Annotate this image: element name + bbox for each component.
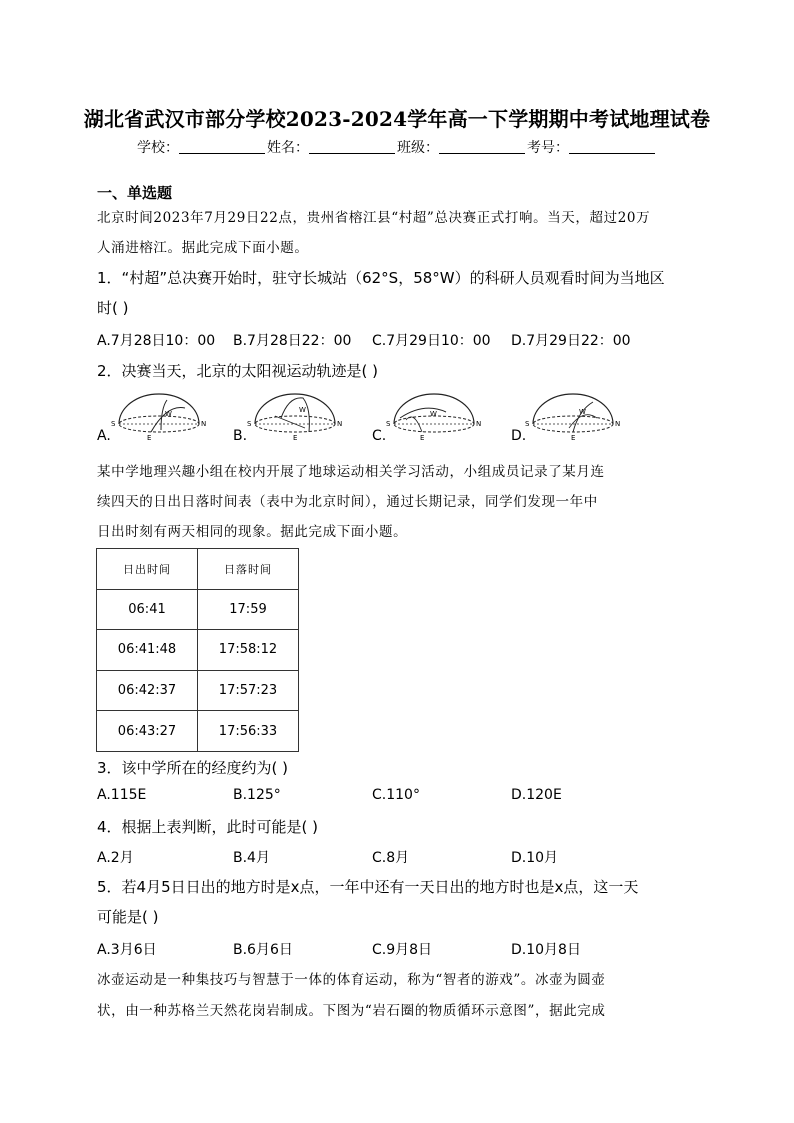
material3-line1: 冰壶运动是一种集技巧与智慧于一体的体育运动，称为“智者的游戏”。冰壶为圆壶 <box>97 972 606 988</box>
q2-option-b-diagram <box>233 388 343 446</box>
table-header-sunrise: 日出时间 <box>97 549 198 590</box>
table-header-row <box>97 549 299 590</box>
q2-stem: 2．决赛当天，北京的太阳视运动轨迹是( ) <box>97 362 379 380</box>
sun-path-diagram-b <box>245 388 345 446</box>
q5-stem-line1: 5．若4月5日日出的地方时是x点，一年中还有一天日出的地方时也是x点，这一天 <box>97 878 639 896</box>
table-header-sunset: 日落时间 <box>198 549 299 590</box>
name-blank <box>309 139 395 154</box>
q1-option-c: C.7月29日10：00 <box>372 333 491 349</box>
diagram-a-e: E <box>147 434 152 442</box>
diagram-c-n: N <box>476 420 482 428</box>
table-row <box>97 670 299 711</box>
q1-stem-line1: 1．“村超”总决赛开始时，驻守长城站（62°S，58°W）的科研人员观看时间为当地区 <box>97 269 665 287</box>
table-row <box>97 589 299 630</box>
student-info-line <box>0 137 794 157</box>
material2-line3: 日出时刻有两天相同的现象。据此完成下面小题。 <box>97 524 408 540</box>
table-cell: 06:43:27 <box>97 711 198 752</box>
exam-title: 湖北省武汉市部分学校2023-2024学年高一下学期期中考试地理试卷 <box>83 107 711 131</box>
material3-line2: 状，由一种苏格兰天然花岗岩制成。下图为“岩石圈的物质循环示意图”，据此完成 <box>97 1003 606 1019</box>
diagram-d-w: W <box>579 408 586 416</box>
q3-stem: 3．该中学所在的经度约为( ) <box>97 759 289 777</box>
diagram-b-e: E <box>293 434 298 442</box>
material1-line2: 人涌进榕江。据此完成下面小题。 <box>97 240 309 256</box>
q2-diagram-options <box>97 388 637 446</box>
q5-option-c: C.9月8日 <box>372 942 433 958</box>
table-row <box>97 630 299 671</box>
class-blank <box>439 139 525 154</box>
q4-stem: 4．根据上表判断，此时可能是( ) <box>97 818 319 836</box>
q2-option-d-diagram <box>511 388 621 446</box>
q1-stem-line2: 时( ) <box>97 299 129 317</box>
table-cell: 17:57:23 <box>198 670 299 711</box>
q3-option-b: B.125° <box>233 787 281 803</box>
q4-option-a: A.2月 <box>97 850 134 866</box>
sunrise-sunset-table <box>96 548 299 752</box>
section-heading: 一、单选题 <box>97 184 173 202</box>
table-cell: 17:58:12 <box>198 630 299 671</box>
q1-option-d: D.7月29日22：00 <box>511 333 631 349</box>
diagram-c-e: E <box>420 434 425 442</box>
material1-line1: 北京时间2023年7月29日22点，贵州省榕江县“村超”总决赛正式打响。当天，超过20万 <box>97 210 651 226</box>
school-blank <box>179 139 265 154</box>
sun-path-diagram-d <box>523 388 623 446</box>
diagram-b-s: S <box>247 420 252 428</box>
table-cell: 06:41:48 <box>97 630 198 671</box>
table-cell: 06:41 <box>97 589 198 630</box>
id-label: 考号： <box>527 140 569 156</box>
q3-option-c: C.110° <box>372 787 420 803</box>
q2-option-b-label: B. <box>233 428 248 444</box>
sun-path-diagram-c <box>384 388 484 446</box>
diagram-d-n: N <box>615 420 621 428</box>
q5-stem-line2: 可能是( ) <box>97 908 159 926</box>
table-row <box>97 711 299 752</box>
class-label: 班级： <box>397 140 439 156</box>
q3-option-a: A.115E <box>97 787 147 803</box>
name-label: 姓名： <box>267 140 309 156</box>
q1-option-b: B.7月28日22：00 <box>233 333 352 349</box>
diagram-a-w: W <box>165 410 172 418</box>
diagram-c-w: W <box>430 410 437 418</box>
q4-option-c: C.8月 <box>372 850 410 866</box>
diagram-a-s: S <box>111 420 116 428</box>
diagram-b-w: W <box>299 406 306 414</box>
q2-option-c-diagram <box>372 388 482 446</box>
diagram-d-s: S <box>525 420 530 428</box>
id-blank <box>569 139 655 154</box>
q5-option-b: B.6月6日 <box>233 942 293 958</box>
table-cell: 17:56:33 <box>198 711 299 752</box>
q2-option-a-label: A. <box>97 428 111 444</box>
diagram-b-n: N <box>337 420 343 428</box>
material2-line2: 续四天的日出日落时间表（表中为北京时间），通过长期记录，同学们发现一年中 <box>97 494 598 510</box>
q2-option-a-diagram <box>97 388 207 446</box>
q5-option-d: D.10月8日 <box>511 942 581 958</box>
material2-line1: 某中学地理兴趣小组在校内开展了地球运动相关学习活动，小组成员记录了某月连 <box>97 464 605 480</box>
q2-option-d-label: D. <box>511 428 527 444</box>
diagram-d-e: E <box>571 434 576 442</box>
q4-option-d: D.10月 <box>511 850 559 866</box>
diagram-c-s: S <box>386 420 391 428</box>
q2-option-c-label: C. <box>372 428 387 444</box>
diagram-a-n: N <box>201 420 207 428</box>
table-cell: 17:59 <box>198 589 299 630</box>
table-cell: 06:42:37 <box>97 670 198 711</box>
q3-option-d: D.120E <box>511 787 562 803</box>
q5-option-a: A.3月6日 <box>97 942 157 958</box>
sun-path-diagram-a <box>109 388 209 446</box>
school-label: 学校： <box>137 140 179 156</box>
q1-option-a: A.7月28日10：00 <box>97 333 216 349</box>
q4-option-b: B.4月 <box>233 850 270 866</box>
